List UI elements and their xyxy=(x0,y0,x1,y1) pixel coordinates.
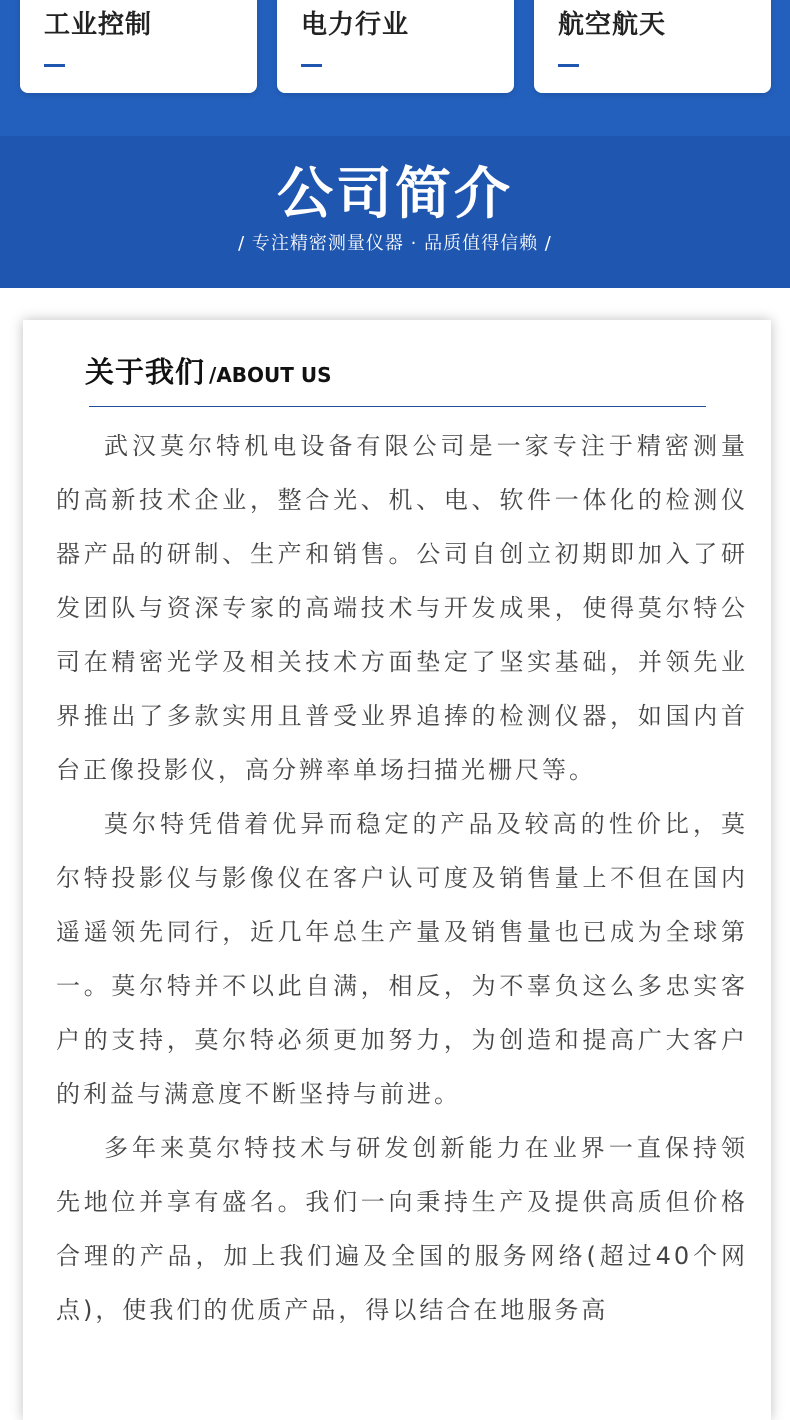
header-band xyxy=(0,0,790,288)
about-paragraph: 武汉莫尔特机电设备有限公司是一家专注于精密测量的高新技术企业，整合光、机、电、软件一体化的检测仪器产品的研制、生产和销售。公司自创立初期即加入了研发团队与资深专家的高端技术与开发成果，使得莫尔特公司在精密光学及相关技术方面垫定了坚实基础，并领先业界推出了多款实用且普受业界追捧的检测仪器，如国内首台正像投影仪，高分辨率单场扫描光栅尺等。 xyxy=(56,432,748,784)
industry-card-power[interactable] xyxy=(277,0,514,93)
industry-card-aerospace[interactable] xyxy=(534,0,771,93)
card-dash xyxy=(301,64,322,67)
about-paragraph: 莫尔特凭借着优异而稳定的产品及较高的性价比，莫尔特投影仪与影像仪在客户认可度及销售量上不但在国内遥遥领先同行，近几年总生产量及销售量也已成为全球第一。莫尔特并不以此自满，相反，为不辜负这么多忠实客户的支持，莫尔特必须更加努力，为创造和提高广大客户的利益与满意度不断坚持与前进。 xyxy=(56,810,748,1108)
card-title: 工业控制 xyxy=(44,10,153,40)
section-subtitle: / 专注精密测量仪器 · 品质值得信赖 / xyxy=(238,233,552,254)
card-dash xyxy=(44,64,65,67)
card-title: 航空航天 xyxy=(558,10,667,40)
about-body xyxy=(56,419,748,1337)
about-title-cn: 关于我们 xyxy=(85,355,206,389)
about-divider xyxy=(89,406,706,407)
card-dash xyxy=(558,64,579,67)
about-heading xyxy=(85,350,332,391)
industry-card-industrial-control[interactable] xyxy=(20,0,257,93)
section-title: 公司简介 xyxy=(277,162,513,227)
about-panel xyxy=(23,320,771,1420)
about-paragraph: 多年来莫尔特技术与研发创新能力在业界一直保持领先地位并享有盛名。我们一向秉持生产及提供高质但价格合理的产品，加上我们遍及全国的服务网络(超过40个网点)，使我们的优质产品，得以结合在地服务高 xyxy=(56,1134,748,1324)
about-title-en: /ABOUT US xyxy=(209,363,332,387)
card-title: 电力行业 xyxy=(301,10,410,40)
